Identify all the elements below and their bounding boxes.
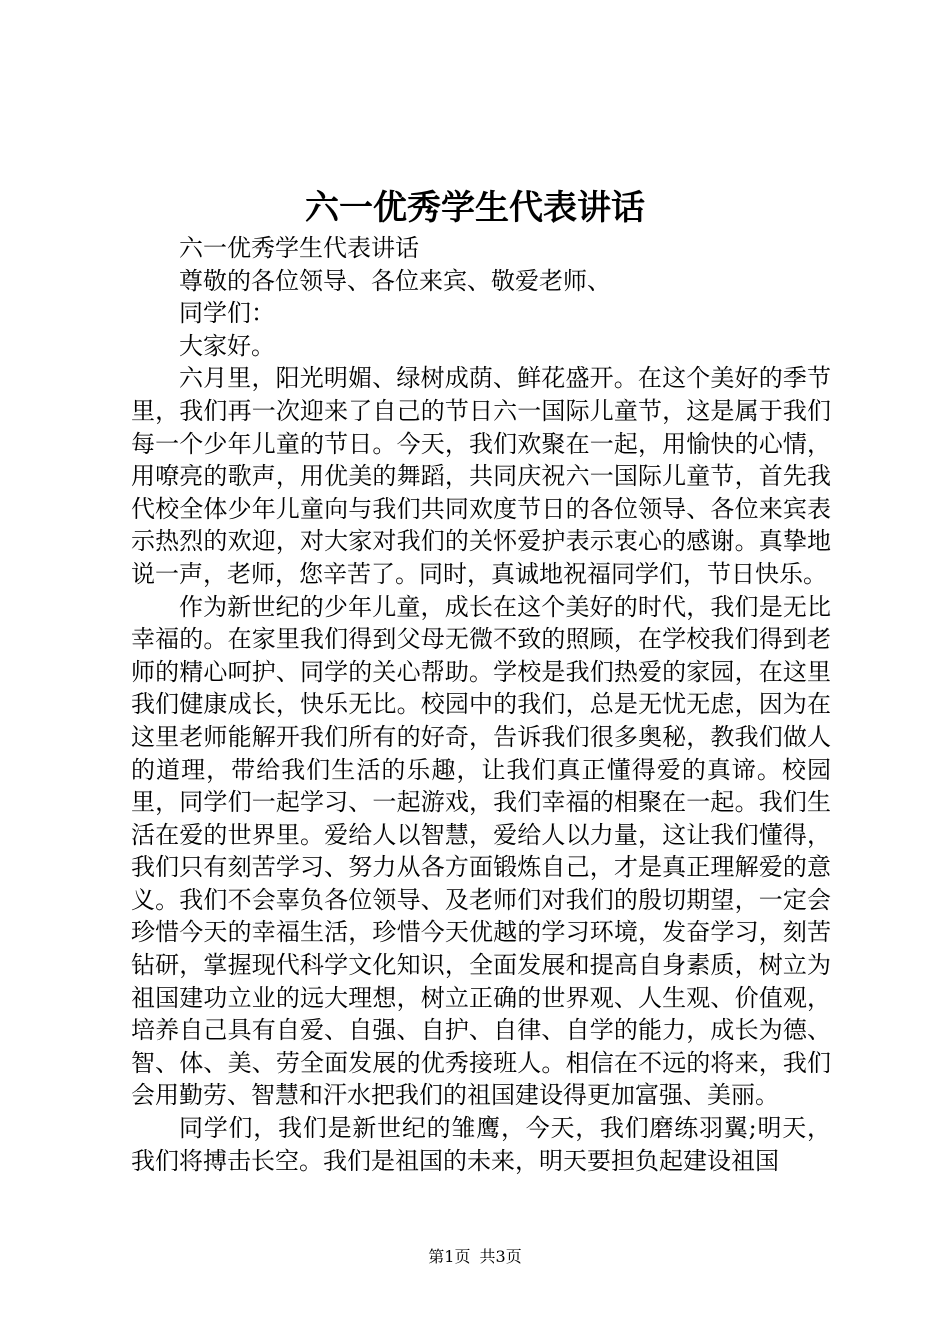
page-footer <box>0 1246 950 1268</box>
paragraph-body: 作为新世纪的少年儿童，成长在这个美好的时代，我们是无比幸福的。在家里我们得到父母无微不致的照顾，在学校我们得到老师的精心呵护、同学的关心帮助。学校是我们热爱的家园，在这里我们健康成长，快乐无比。校园中的我们，总是无忧无虑，因为在这里老师能解开我们所有的好奇，告诉我们很多奥秘，教我们做人的道理，带给我们生活的乐趣，让我们真正懂得爱的真谛。校园里，同学们一起学习、一起游戏，我们幸福的相聚在一起。我们生活在爱的世界里。爱给人以智慧，爱给人以力量，这让我们懂得，我们只有刻苦学习、努力从各方面锻炼自己，才是真正理解爱的意义。我们不会辜负各位领导、及老师们对我们的殷切期望，一定会珍惜今天的幸福生活，珍惜今天优越的学习环境，发奋学习，刻苦钻研，掌握现代科学文化知识，全面发展和提高自身素质，树立为祖国建功立业的远大理想，树立正确的世界观、人生观、价值观，培养自己具有自爱、自强、自护、自律、自学的能力，成长为德、智、体、美、劳全面发展的优秀接班人。相信在不远的将来，我们会用勤劳、智慧和汗水把我们的祖国建设得更加富强、美丽。 <box>131 592 831 1110</box>
paragraph-subtitle: 六一优秀学生代表讲话 <box>179 234 419 262</box>
paragraph-body: 六月里，阳光明媚、绿树成荫、鲜花盛开。在这个美好的季节里，我们再一次迎来了自己的节日六一国际儿童节，这是属于我们每一个少年儿童的节日。今天，我们欢聚在一起，用愉快的心情，用嘹亮的歌声，用优美的舞蹈，共同庆祝六一国际儿童节，首先我代校全体少年儿童向与我们共同欢度节日的各位领导、各位来宾表示热烈的欢迎，对大家对我们的关怀爱护表示衷心的感谢。真挚地说一声，老师，您辛苦了。同时，真诚地祝福同学们，节日快乐。 <box>131 364 831 588</box>
page-total: 共3页 <box>479 1247 522 1266</box>
document-body <box>131 232 831 1177</box>
paragraph-salutation: 尊敬的各位领导、各位来宾、敬爱老师、 <box>179 266 611 295</box>
paragraph-greeting: 大家好。 <box>179 331 275 360</box>
paragraph-body: 同学们，我们是新世纪的雏鹰，今天，我们磨练羽翼;明天，我们将搏击长空。我们是祖国的未来，明天要担负起建设祖国 <box>131 1114 831 1175</box>
paragraph-salutation-students: 同学们： <box>179 299 275 328</box>
page-number: 第1页 <box>428 1247 471 1266</box>
page-title: 六一优秀学生代表讲话 <box>305 188 645 228</box>
